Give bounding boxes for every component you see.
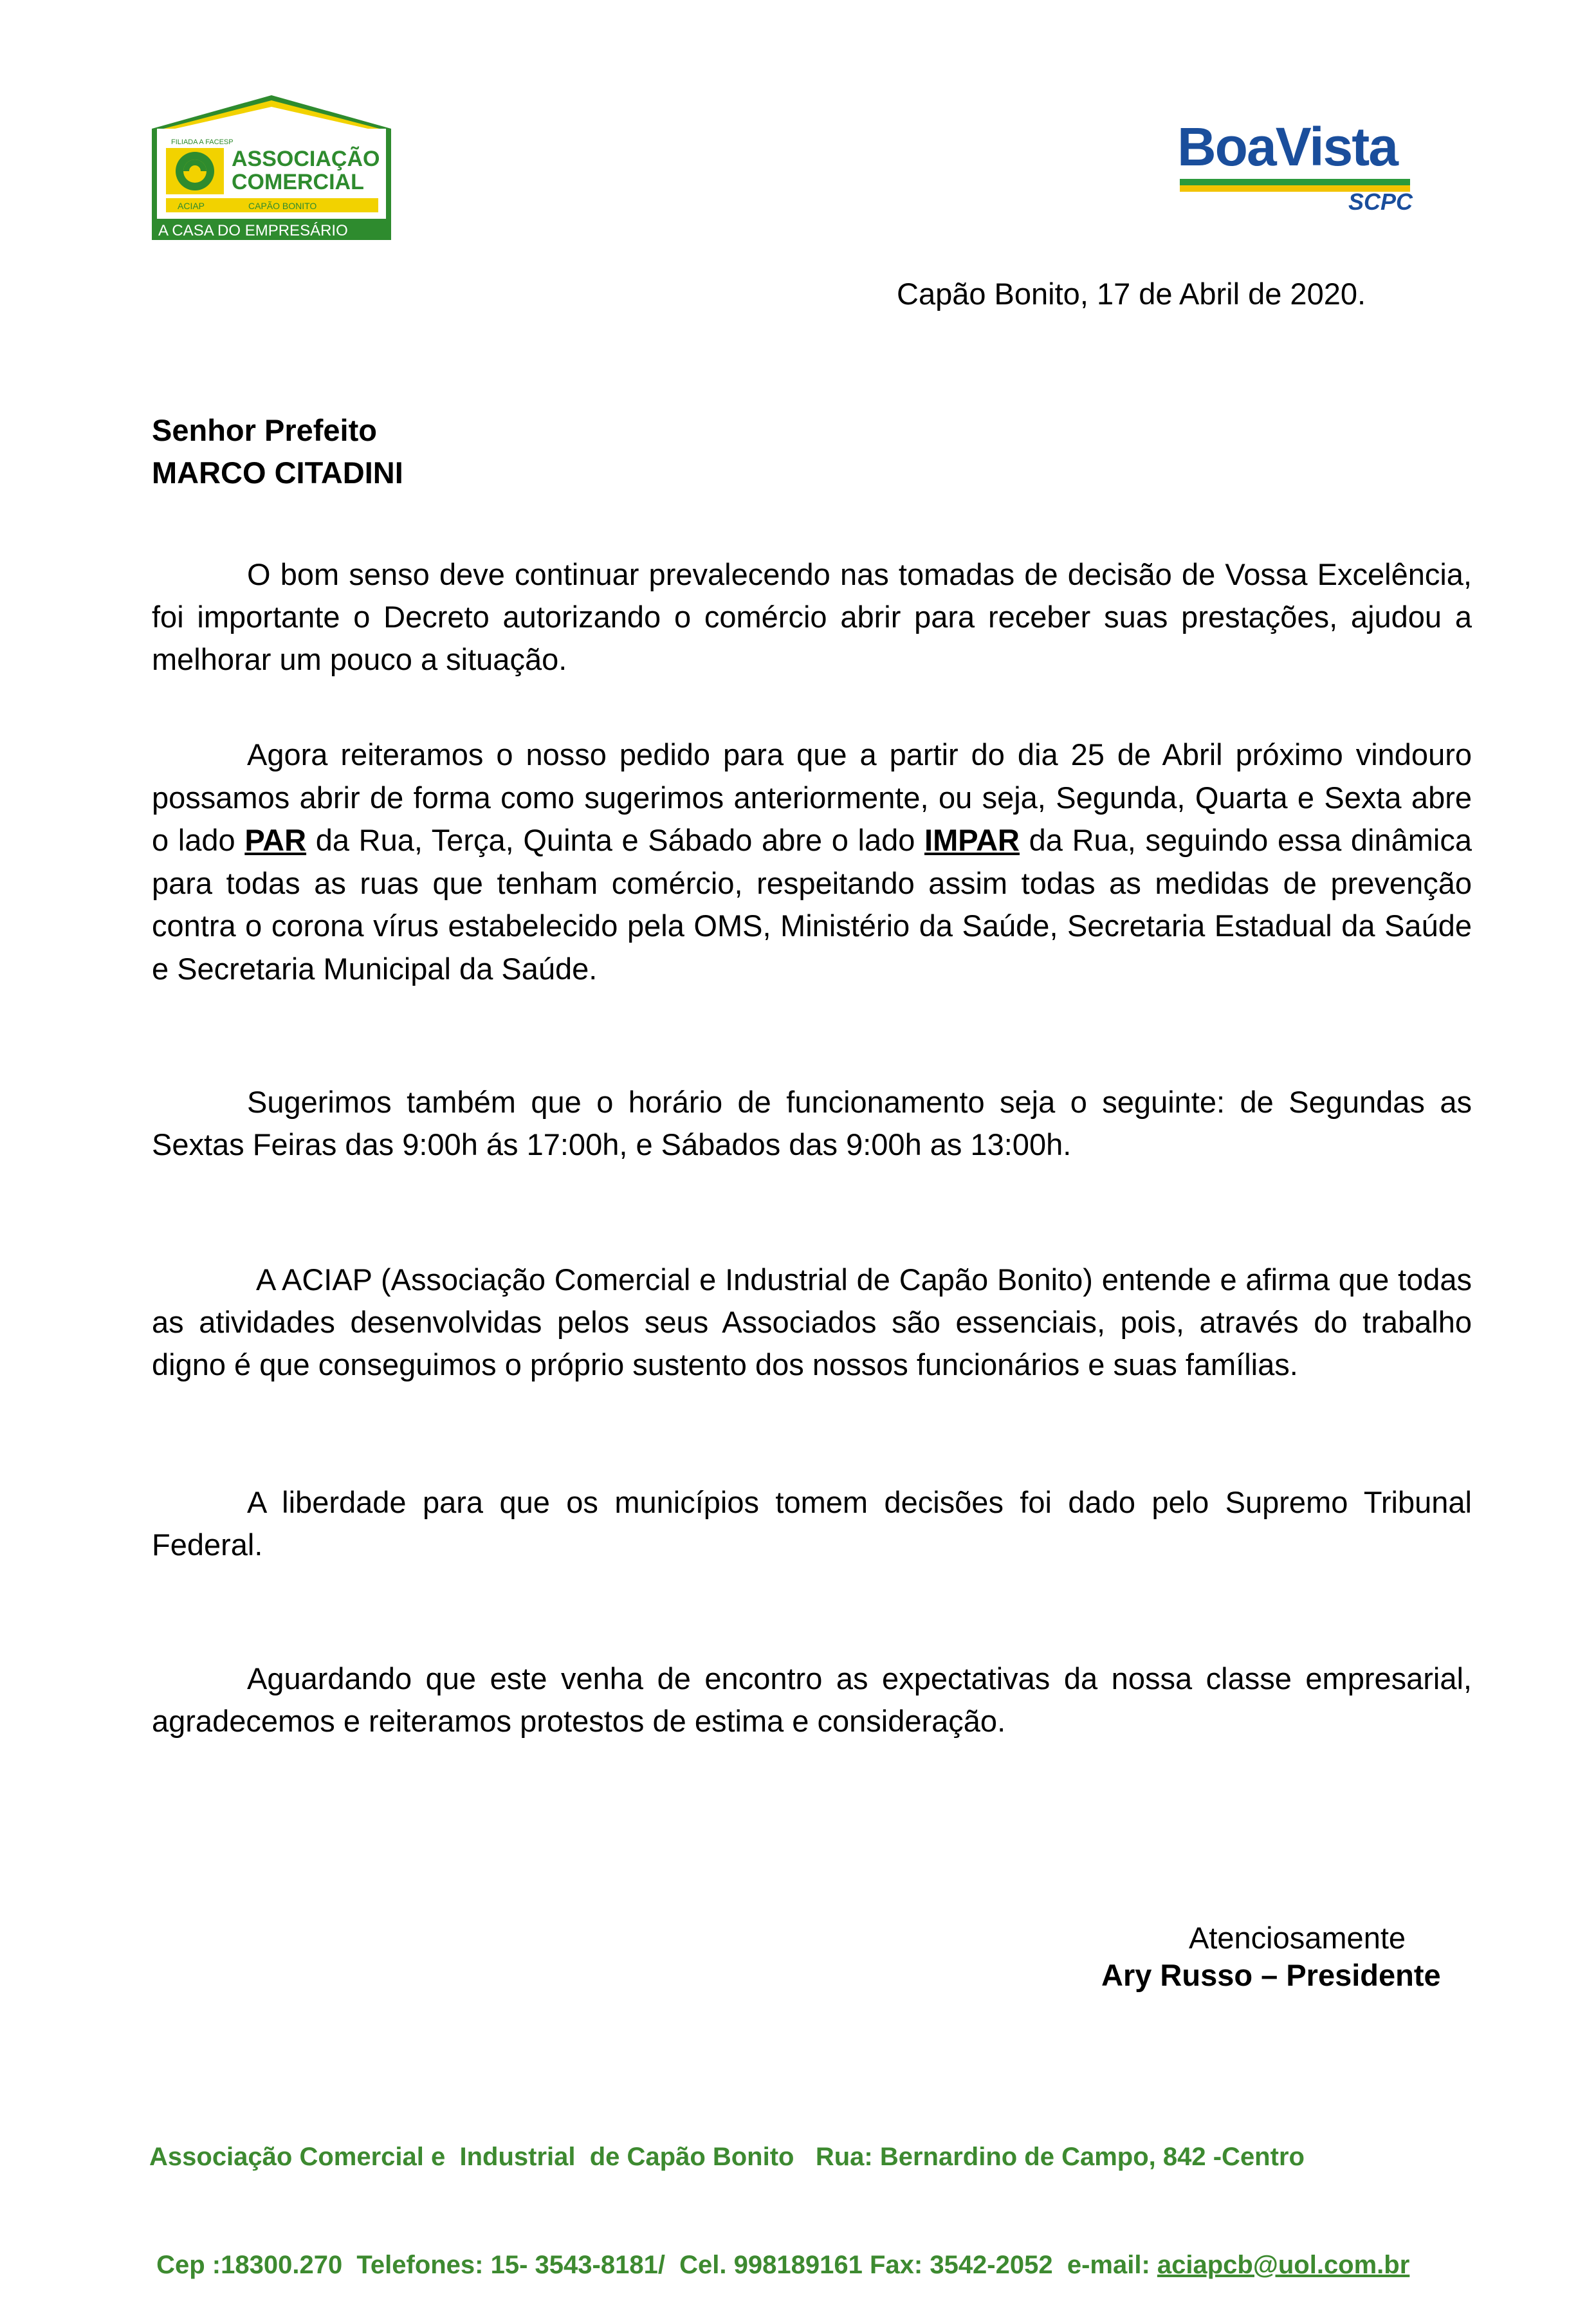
aciap-logo — [152, 95, 391, 240]
boavista-wordmark: BoaVista — [1177, 116, 1397, 177]
paragraph-4: A ACIAP (Associação Comercial e Industrial de Capão Bonito) entende e afirma que todas as atividades desenvolvidas pelos seus Associados são essenciais, pois, através do trabalho digno é que conseguimos o próprio sustento dos nossos funcionários e suas famílias. — [152, 1262, 1472, 1381]
signature-line: Ary Russo – Presidente — [1101, 1958, 1441, 1992]
closing-salutation: Atenciosamente — [1189, 1921, 1406, 1955]
recipient-name: MARCO CITADINI — [152, 456, 403, 490]
recipient-title: Senhor Prefeito — [152, 413, 377, 447]
par-emphasis: PAR — [244, 823, 307, 857]
aciap-line1-text: ASSOCIAÇÃO — [232, 147, 380, 171]
boavista-scpc-text: SCPC — [1348, 189, 1413, 215]
boavista-logo — [1177, 116, 1422, 216]
impar-emphasis: IMPAR — [924, 823, 1020, 857]
letter-date: Capão Bonito, 17 de Abril de 2020. — [897, 277, 1366, 311]
aciap-banner-text: A CASA DO EMPRESÁRIO — [158, 222, 348, 239]
boavista-green-stripe — [1180, 179, 1410, 185]
aciap-filiada-text: FILIADA A FACESP — [171, 138, 234, 146]
footer-contacts: Cep :18300.270 Telefones: 15- 3543-8181/ Cel. 998189161 Fax: 3542-2052 e-mail: aciapcb@uol.com.br — [149, 2251, 1410, 2279]
footer — [149, 2067, 1474, 2319]
paragraph-5: A liberdade para que os municípios tomem decisões foi dado pelo Supremo Tribunal Federal. — [152, 1485, 1472, 1562]
paragraph-1: O bom senso deve continuar prevalecendo nas tomadas de decisão de Vossa Excelência, foi importante o Decreto autorizando o comércio abrir para receber suas prestações, ajudou a melhorar um pouco a situação. — [152, 557, 1472, 676]
aciap-line2-text: COMERCIAL — [232, 170, 364, 194]
footer-address: Associação Comercial e Industrial de Capão Bonito Rua: Bernardino de Campo, 842 -Centro — [149, 2143, 1305, 2171]
aciap-acronym-text: ACIAP — [178, 201, 205, 211]
footer-email-link[interactable]: aciapcb@uol.com.br — [1157, 2251, 1410, 2279]
recipient-block — [152, 409, 403, 494]
paragraph-6: Aguardando que este venha de encontro as expectativas da nossa classe empresarial, agradecemos e reiteramos protestos de estima e consideração. — [152, 1661, 1472, 1738]
aciap-city-text: CAPÃO BONITO — [248, 201, 317, 211]
paragraph-2: Agora reiteramos o nosso pedido para que a partir do dia 25 de Abril próximo vindouro possamos abrir de forma como sugerimos anteriormente, ou seja, Segunda, Quarta e Sexta abre o lado PAR da Rua, Terça, Quinta e Sábado abre o lado IMPAR da Rua, seguindo essa dinâmica para todas as ruas que tenham comércio, respeitando assim todas as medidas de prevenção contra o corona vírus estabelecido pela OMS, Ministério da Saúde, Secretaria Estadual da Saúde e Secretaria Municipal da Saúde. — [152, 737, 1472, 986]
paragraph-3: Sugerimos também que o horário de funcionamento seja o seguinte: de Segundas as Sextas Feiras das 9:00h ás 17:00h, e Sábados das 9:00h as 13:00h. — [152, 1085, 1472, 1161]
